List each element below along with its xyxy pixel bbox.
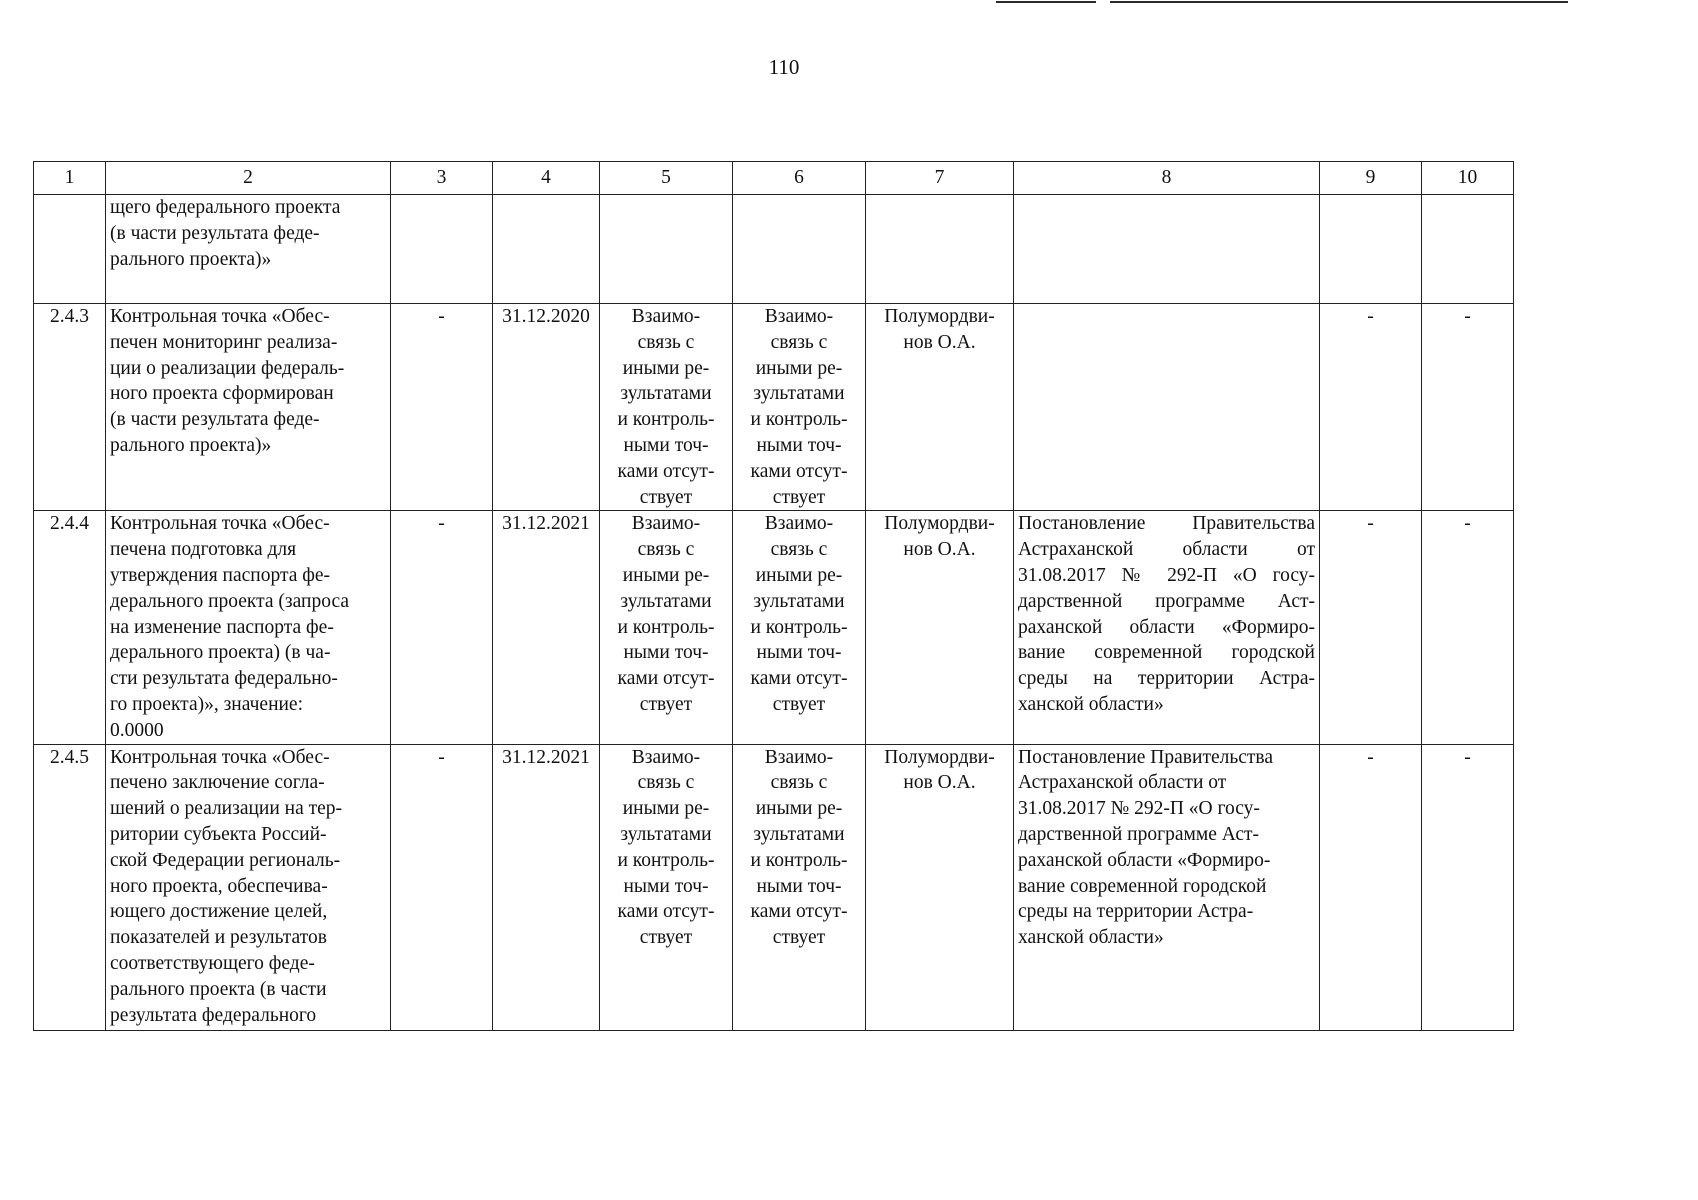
row-name-text: Контрольная точка «Обес- печен мониторинг реализа- ции о реализации федераль- ного проекта сформирован (в части результата феде- рального проекта)» xyxy=(110,306,345,456)
row-responsible xyxy=(866,195,1014,304)
row-col6 xyxy=(733,304,866,511)
row-col3: - xyxy=(391,744,493,1030)
document-line: 31.08.2017 № 292-П «О госу- xyxy=(1018,564,1315,586)
row-responsible-text: Полумордви- нов О.А. xyxy=(884,306,995,353)
row-name xyxy=(106,304,391,511)
row-name-text: Контрольная точка «Обес- печена подготовка для утверждения паспорта фе- дерального проекта (запроса на изменение паспорта фе- дерального проекта) (в ча- сти результата федерально- го проекта)», значение: 0.0000 xyxy=(110,513,349,741)
row-col5-text: Взаимо- связь с иными ре- зультатами и контроль- ными точ- ками отсут- ствует xyxy=(617,513,715,715)
document-line: среды на территории Астра- xyxy=(1018,668,1315,690)
row-id: 2.4.4 xyxy=(34,511,106,744)
control-points-table xyxy=(33,161,1514,1031)
table-row xyxy=(34,195,1514,304)
row-id: 2.4.3 xyxy=(34,304,106,511)
header-cell-3: 3 xyxy=(391,162,493,195)
row-col5 xyxy=(600,744,733,1030)
table-row xyxy=(34,511,1514,744)
row-document-text: Постановление Правительства Астраханской области от 31.08.2017 № 292-П «О госу- дарственной программе Аст- раханской области «Формиро- вание современной городской среды на территории Астра- ханской области» xyxy=(1018,746,1274,949)
page-number: 110 xyxy=(768,55,800,79)
row-col9: - xyxy=(1320,744,1422,1030)
row-col9: - xyxy=(1320,511,1422,744)
row-id xyxy=(34,195,106,304)
row-col9 xyxy=(1320,195,1422,304)
header-row xyxy=(34,162,1514,195)
table-row xyxy=(34,744,1514,1030)
document-line: дарственной программе Аст- xyxy=(1018,590,1315,612)
header-cell-1: 1 xyxy=(34,162,106,195)
header-cell-9: 9 xyxy=(1320,162,1422,195)
table-row xyxy=(34,304,1514,511)
row-col10: - xyxy=(1422,744,1514,1030)
row-responsible xyxy=(866,744,1014,1030)
document-line: Постановление Правительства xyxy=(1018,513,1315,535)
row-id: 2.4.5 xyxy=(34,744,106,1030)
row-document xyxy=(1014,304,1320,511)
row-name-text: щего федерального проекта (в части результата феде- рального проекта)» xyxy=(110,197,341,270)
document-line: вание современной городской xyxy=(1018,642,1315,664)
row-col6 xyxy=(733,744,866,1030)
top-rule-left xyxy=(996,1,1096,3)
header-cell-7: 7 xyxy=(866,162,1014,195)
row-col10 xyxy=(1422,195,1514,304)
row-col5 xyxy=(600,304,733,511)
header-cell-5: 5 xyxy=(600,162,733,195)
row-col5 xyxy=(600,195,733,304)
row-col3: - xyxy=(391,511,493,744)
row-document xyxy=(1014,195,1320,304)
row-col10: - xyxy=(1422,511,1514,744)
row-date: 31.12.2020 xyxy=(493,304,600,511)
header-cell-6: 6 xyxy=(733,162,866,195)
row-date: 31.12.2021 xyxy=(493,744,600,1030)
row-col10: - xyxy=(1422,304,1514,511)
row-col6 xyxy=(733,511,866,744)
row-col5-text: Взаимо- связь с иными ре- зультатами и контроль- ными точ- ками отсут- ствует xyxy=(617,306,715,508)
header-cell-2: 2 xyxy=(106,162,391,195)
row-col3: - xyxy=(391,304,493,511)
row-name xyxy=(106,511,391,744)
row-name xyxy=(106,195,391,304)
row-responsible xyxy=(866,304,1014,511)
row-col5 xyxy=(600,511,733,744)
document-line: Астраханской области от xyxy=(1018,539,1315,561)
row-date xyxy=(493,195,600,304)
row-col6-text: Взаимо- связь с иными ре- зультатами и контроль- ными точ- ками отсут- ствует xyxy=(750,746,848,949)
header-cell-4: 4 xyxy=(493,162,600,195)
row-responsible-text: Полумордви- нов О.А. xyxy=(884,746,995,794)
row-name-text: Контрольная точка «Обес- печено заключение согла- шений о реализации на тер- ритории субъекта Россий- ской Федерации региональ- ного проекта, обеспечива- ющего достижение целей, показателей и результатов соответствующего феде- рального проекта (в части результата федерального xyxy=(110,746,343,1026)
header-cell-10: 10 xyxy=(1422,162,1514,195)
row-responsible-text: Полумордви- нов О.А. xyxy=(884,513,995,561)
row-responsible xyxy=(866,511,1014,744)
row-name xyxy=(106,744,391,1030)
row-document xyxy=(1014,744,1320,1030)
row-date: 31.12.2021 xyxy=(493,511,600,744)
row-col9: - xyxy=(1320,304,1422,511)
header-cell-8: 8 xyxy=(1014,162,1320,195)
row-col5-text: Взаимо- связь с иными ре- зультатами и контроль- ными точ- ками отсут- ствует xyxy=(617,746,715,949)
row-document xyxy=(1014,511,1320,744)
document-line: ханской области» xyxy=(1018,693,1164,715)
document-line: раханской области «Формиро- xyxy=(1018,616,1315,638)
row-col6-text: Взаимо- связь с иными ре- зультатами и контроль- ными точ- ками отсут- ствует xyxy=(750,513,848,715)
row-col6 xyxy=(733,195,866,304)
row-col6-text: Взаимо- связь с иными ре- зультатами и контроль- ными точ- ками отсут- ствует xyxy=(750,306,848,508)
top-rule-right xyxy=(1110,1,1568,3)
row-col3 xyxy=(391,195,493,304)
